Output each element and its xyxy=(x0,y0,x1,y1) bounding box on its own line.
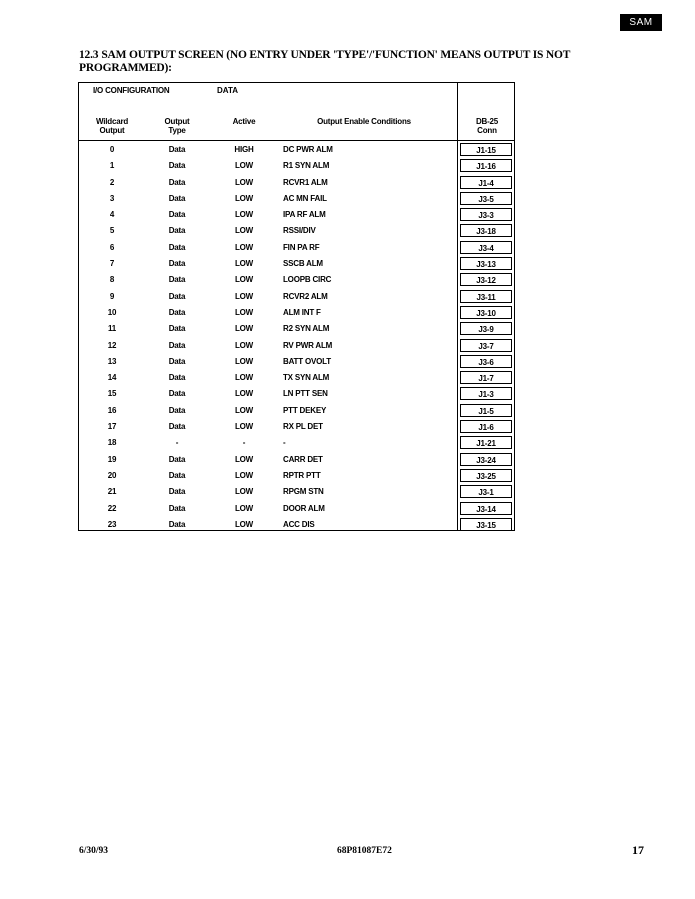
col-header-wildcard xyxy=(87,117,137,135)
cell-wildcard: 1 xyxy=(109,161,115,171)
section-number: 12.3 xyxy=(79,49,99,61)
cell-type: Data xyxy=(168,356,186,366)
table-body xyxy=(79,142,514,533)
cell-conn: J3-15 xyxy=(460,518,512,531)
cell-wildcard: 18 xyxy=(107,438,117,448)
table-row xyxy=(79,207,514,223)
footer-doc-number: 68P81087E72 xyxy=(337,846,392,856)
cell-active: LOW xyxy=(234,405,254,415)
cell-type: Data xyxy=(168,340,186,350)
table-row xyxy=(79,452,514,468)
cell-wildcard: 19 xyxy=(107,454,117,464)
cell-type: Data xyxy=(168,259,186,269)
cell-type: Data xyxy=(168,389,186,399)
io-config-value: DATA xyxy=(217,86,239,95)
cell-condition: DOOR ALM xyxy=(283,503,325,513)
table-row xyxy=(79,240,514,256)
cell-condition: ALM INT F xyxy=(283,307,321,317)
cell-condition: AC MN FAIL xyxy=(283,193,327,203)
cell-condition: LOOPB CIRC xyxy=(283,275,332,285)
cell-conn: J3-4 xyxy=(460,241,512,254)
cell-wildcard: 2 xyxy=(109,177,115,187)
table-row xyxy=(79,175,514,191)
cell-conn: J3-7 xyxy=(460,339,512,352)
cell-active: LOW xyxy=(234,324,254,334)
table-row xyxy=(79,321,514,337)
cell-conn: J3-9 xyxy=(460,322,512,335)
footer-date: 6/30/93 xyxy=(79,846,109,856)
cell-condition: CARR DET xyxy=(283,454,323,464)
cell-condition: RV PWR ALM xyxy=(283,340,333,350)
cell-conn: J1-4 xyxy=(460,176,512,189)
cell-condition: FIN PA RF xyxy=(283,242,320,252)
cell-type: Data xyxy=(168,210,186,220)
cell-type: Data xyxy=(168,145,186,154)
table-row xyxy=(79,272,514,288)
cell-type: Data xyxy=(168,454,186,464)
cell-conn: J3-14 xyxy=(460,502,512,515)
cell-type: Data xyxy=(168,519,186,529)
table-row xyxy=(79,403,514,419)
cell-active: LOW xyxy=(234,519,254,529)
col-header-wildcard-line1: Wildcard xyxy=(95,117,129,126)
table-row xyxy=(79,305,514,321)
cell-conn: J1-6 xyxy=(460,420,512,433)
io-config-label: I/O CONFIGURATION xyxy=(93,86,170,95)
cell-condition: R1 SYN ALM xyxy=(283,161,330,171)
cell-wildcard: 7 xyxy=(109,259,115,269)
section-tag: SAM xyxy=(620,14,662,31)
cell-type: Data xyxy=(168,373,186,383)
col-header-conn-line1: DB-25 xyxy=(475,117,499,126)
cell-condition: - xyxy=(283,438,286,448)
cell-type: Data xyxy=(168,487,186,497)
cell-condition: ACC DIS xyxy=(283,519,315,529)
table-row xyxy=(79,370,514,386)
cell-wildcard: 0 xyxy=(109,145,115,154)
cell-wildcard: 4 xyxy=(109,210,115,220)
cell-active: - xyxy=(242,438,246,448)
cell-active: LOW xyxy=(234,389,254,399)
cell-active: HIGH xyxy=(234,145,254,154)
cell-active: LOW xyxy=(234,503,254,513)
cell-wildcard: 10 xyxy=(107,307,117,317)
section-title: SAM OUTPUT SCREEN (NO ENTRY UNDER 'TYPE'/'FUNCTION' MEANS OUTPUT IS NOT PROGRAMMED): xyxy=(79,49,570,74)
cell-conn: J3-25 xyxy=(460,469,512,482)
cell-active: LOW xyxy=(234,356,254,366)
cell-conn: J3-1 xyxy=(460,485,512,498)
cell-active: LOW xyxy=(234,242,254,252)
col-header-type-line2: Type xyxy=(168,126,186,135)
cell-conn: J3-10 xyxy=(460,306,512,319)
cell-condition: DC PWR ALM xyxy=(283,145,333,154)
cell-condition: PTT DEKEY xyxy=(283,405,327,415)
table-row xyxy=(79,142,514,158)
cell-type: Data xyxy=(168,503,186,513)
table-row xyxy=(79,435,514,451)
cell-type: Data xyxy=(168,422,186,432)
cell-condition: IPA RF ALM xyxy=(283,210,326,220)
cell-active: LOW xyxy=(234,373,254,383)
cell-active: LOW xyxy=(234,161,254,171)
cell-active: LOW xyxy=(234,259,254,269)
cell-conn: J3-5 xyxy=(460,192,512,205)
col-header-conn xyxy=(463,117,511,135)
col-header-type-line1: Output xyxy=(164,117,190,126)
cell-wildcard: 8 xyxy=(109,275,115,285)
table-row xyxy=(79,289,514,305)
cell-wildcard: 11 xyxy=(107,324,117,334)
cell-wildcard: 3 xyxy=(109,193,115,203)
table-row xyxy=(79,158,514,174)
cell-type: Data xyxy=(168,242,186,252)
cell-active: LOW xyxy=(234,291,254,301)
cell-wildcard: 17 xyxy=(107,422,117,432)
cell-wildcard: 21 xyxy=(107,487,117,497)
table-row xyxy=(79,419,514,435)
table-row xyxy=(79,223,514,239)
cell-active: LOW xyxy=(234,422,254,432)
cell-active: LOW xyxy=(234,193,254,203)
cell-active: LOW xyxy=(234,275,254,285)
cell-conn: J3-12 xyxy=(460,273,512,286)
cell-type: Data xyxy=(168,275,186,285)
col-header-conditions: Output Enable Conditions xyxy=(317,117,411,126)
cell-conn: J1-16 xyxy=(460,159,512,172)
cell-wildcard: 23 xyxy=(107,519,117,529)
output-table xyxy=(78,82,515,531)
cell-condition: RX PL DET xyxy=(283,422,323,432)
cell-type: Data xyxy=(168,161,186,171)
table-row xyxy=(79,191,514,207)
cell-active: LOW xyxy=(234,470,254,480)
footer-page-number: 17 xyxy=(632,843,644,857)
table-row xyxy=(79,468,514,484)
cell-condition: SSCB ALM xyxy=(283,259,323,269)
table-row xyxy=(79,256,514,272)
cell-type: Data xyxy=(168,291,186,301)
cell-conn: J1-3 xyxy=(460,387,512,400)
cell-conn: J1-7 xyxy=(460,371,512,384)
cell-type: Data xyxy=(168,177,186,187)
cell-active: LOW xyxy=(234,210,254,220)
cell-condition: LN PTT SEN xyxy=(283,389,328,399)
cell-type: - xyxy=(175,438,179,448)
cell-condition: RPTR PTT xyxy=(283,470,321,480)
cell-type: Data xyxy=(168,193,186,203)
cell-conn: J3-18 xyxy=(460,224,512,237)
cell-condition: BATT OVOLT xyxy=(283,356,331,366)
col-header-type xyxy=(152,117,202,135)
cell-conn: J3-13 xyxy=(460,257,512,270)
section-heading xyxy=(79,49,639,75)
cell-active: LOW xyxy=(234,340,254,350)
cell-type: Data xyxy=(168,405,186,415)
cell-wildcard: 22 xyxy=(107,503,117,513)
cell-conn: J3-6 xyxy=(460,355,512,368)
table-row xyxy=(79,501,514,517)
cell-wildcard: 16 xyxy=(107,405,117,415)
col-header-conn-line2: Conn xyxy=(477,126,497,135)
cell-wildcard: 12 xyxy=(107,340,117,350)
cell-wildcard: 20 xyxy=(107,470,117,480)
cell-type: Data xyxy=(168,226,186,236)
cell-wildcard: 9 xyxy=(109,291,115,301)
cell-active: LOW xyxy=(234,487,254,497)
cell-wildcard: 15 xyxy=(107,389,117,399)
cell-active: LOW xyxy=(234,454,254,464)
cell-conn: J1-15 xyxy=(460,143,512,156)
cell-condition: RCVR1 ALM xyxy=(283,177,328,187)
cell-conn: J1-21 xyxy=(460,436,512,449)
col-header-active: Active xyxy=(232,117,256,126)
cell-conn: J3-3 xyxy=(460,208,512,221)
cell-wildcard: 5 xyxy=(109,226,115,236)
table-row xyxy=(79,354,514,370)
cell-active: LOW xyxy=(234,177,254,187)
cell-condition: RSSI/DIV xyxy=(283,226,316,236)
cell-conn: J1-5 xyxy=(460,404,512,417)
cell-type: Data xyxy=(168,307,186,317)
cell-conn: J3-24 xyxy=(460,453,512,466)
header-rule xyxy=(79,140,514,141)
cell-type: Data xyxy=(168,470,186,480)
cell-type: Data xyxy=(168,324,186,334)
cell-wildcard: 6 xyxy=(109,242,115,252)
cell-condition: RPGM STN xyxy=(283,487,324,497)
cell-condition: RCVR2 ALM xyxy=(283,291,328,301)
table-row xyxy=(79,338,514,354)
col-header-wildcard-line2: Output xyxy=(99,126,125,135)
cell-wildcard: 13 xyxy=(107,356,117,366)
cell-wildcard: 14 xyxy=(107,373,117,383)
table-row xyxy=(79,517,514,533)
cell-conn: J3-11 xyxy=(460,290,512,303)
cell-condition: R2 SYN ALM xyxy=(283,324,330,334)
table-row xyxy=(79,386,514,402)
cell-active: LOW xyxy=(234,226,254,236)
table-row xyxy=(79,484,514,500)
cell-condition: TX SYN ALM xyxy=(283,373,330,383)
cell-active: LOW xyxy=(234,307,254,317)
